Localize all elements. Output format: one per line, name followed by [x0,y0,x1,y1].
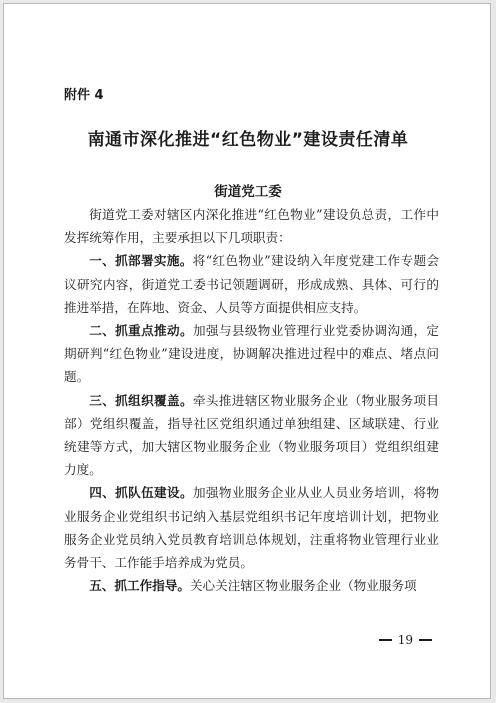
paragraph-item-5: 五、抓工作指导。关心关注辖区物业服务企业（物业服务项 [89,578,417,594]
item-lead: 五、抓工作指导。 [89,578,190,594]
document-page [3,3,491,699]
paragraph-intro: 街道党工委对辖区内深化推进“红色物业”建设负总责，工作中发挥统筹作用，主要承担以下几项职责： [64,207,439,246]
page-footer [379,633,432,647]
paragraph-item-1: 一、抓部署实施。将“红色物业”建设纳入年度党建工作专题会议研究内容，街道党工委书记领题调研，形成成熟、具体、可行的推进举措，在阵地、资金、人员等方面提供相应支持。 [64,253,439,315]
section-heading: 街道党工委 [214,184,282,200]
item-lead: 四、抓队伍建设。 [89,485,193,501]
paragraph-item-2: 二、抓重点推动。加强与县级物业管理行业党委协调沟通，定期研判“红色物业”建设进度，协调解决推进过程中的难点、堵点问题。 [64,323,440,385]
attachment-label: 附件 4 [64,88,104,103]
document-title: 南通市深化推进“红色物业”建设责任清单 [87,130,409,150]
item-lead: 一、抓部署实施。 [89,253,193,269]
dash-left [379,639,392,641]
dash-right [419,639,432,641]
paragraph-item-3: 三、抓组织覆盖。牵头推进辖区物业服务企业（物业服务项目部）党组织覆盖，指导社区党组织通过单独组建、区域联建、行业统建等方式，加大辖区物业服务企业（物业服务项目）党组织组建力度。 [64,392,440,478]
body-text [64,203,439,597]
item-lead: 三、抓组织覆盖。 [89,392,193,408]
paragraph-item-4: 四、抓队伍建设。加强物业服务企业从业人员业务培训，将物业服务企业党组织书记纳入基层党组织书记年度培训计划，把物业服务企业党员纳入党员教育培训总体规划，注重将物业管理行业业务骨干、工作能手培养成为党员。 [64,485,440,571]
item-lead: 二、抓重点推动。 [89,323,193,339]
page-number: 19 [397,633,413,647]
